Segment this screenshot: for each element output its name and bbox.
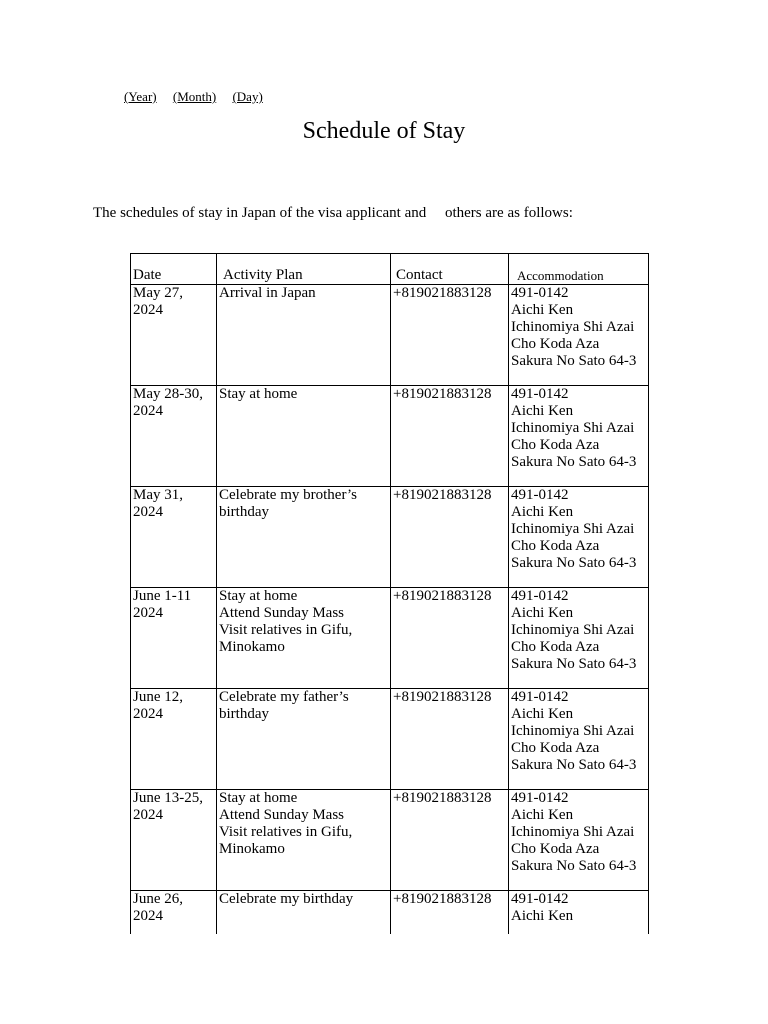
cell-activity: Celebrate my brother’s birthday [217,487,391,588]
cell-activity: Arrival in Japan [217,285,391,386]
header-accommodation: Accommodation [509,254,649,285]
cell-contact: +819021883128 [391,386,509,487]
schedule-table [130,253,649,934]
cell-accommodation: 491-0142 Aichi Ken Ichinomiya Shi Azai Cho Koda Aza Sakura No Sato 64-3 [509,285,649,386]
cell-contact: +819021883128 [391,487,509,588]
cell-contact: +819021883128 [391,285,509,386]
table-row [131,891,649,935]
day-label: (Day) [232,89,263,104]
header-contact: Contact [391,254,509,285]
table-row [131,588,649,689]
table-row [131,386,649,487]
cell-date: June 13-25, 2024 [131,790,217,891]
table-row [131,689,649,790]
table-row [131,790,649,891]
cell-date: May 27, 2024 [131,285,217,386]
date-header [124,89,263,105]
cell-contact: +819021883128 [391,588,509,689]
cell-accommodation: 491-0142 Aichi Ken Ichinomiya Shi Azai Cho Koda Aza Sakura No Sato 64-3 [509,689,649,790]
cell-date: June 26, 2024 [131,891,217,935]
intro-text: The schedules of stay in Japan of the visa applicant and others are as follows: [93,205,573,221]
cell-accommodation: 491-0142 Aichi Ken Ichinomiya Shi Azai Cho Koda Aza Sakura No Sato 64-3 [509,487,649,588]
cell-date: May 28-30, 2024 [131,386,217,487]
table-header-row [131,254,649,285]
cell-activity: Stay at home Attend Sunday Mass Visit relatives in Gifu, Minokamo [217,790,391,891]
cell-date: May 31, 2024 [131,487,217,588]
cell-accommodation: 491-0142 Aichi Ken Ichinomiya Shi Azai Cho Koda Aza Sakura No Sato 64-3 [509,386,649,487]
page-title: Schedule of Stay [302,118,466,144]
cell-date: June 12, 2024 [131,689,217,790]
table-row [131,285,649,386]
cell-date: June 1-11 2024 [131,588,217,689]
cell-activity: Celebrate my father’s birthday [217,689,391,790]
cell-accommodation: 491-0142 Aichi Ken Ichinomiya Shi Azai Cho Koda Aza Sakura No Sato 64-3 [509,790,649,891]
header-date: Date [131,254,217,285]
cell-activity: Celebrate my birthday [217,891,391,935]
table-row [131,487,649,588]
header-activity: Activity Plan [217,254,391,285]
cell-activity: Stay at home [217,386,391,487]
year-label: (Year) [124,89,157,104]
cell-activity: Stay at home Attend Sunday Mass Visit relatives in Gifu, Minokamo [217,588,391,689]
cell-contact: +819021883128 [391,891,509,935]
month-label: (Month) [172,89,217,104]
cell-contact: +819021883128 [391,689,509,790]
cell-accommodation: 491-0142 Aichi Ken Ichinomiya Shi Azai Cho Koda Aza Sakura No Sato 64-3 [509,588,649,689]
cell-contact: +819021883128 [391,790,509,891]
cell-accommodation: 491-0142 Aichi Ken [509,891,649,935]
